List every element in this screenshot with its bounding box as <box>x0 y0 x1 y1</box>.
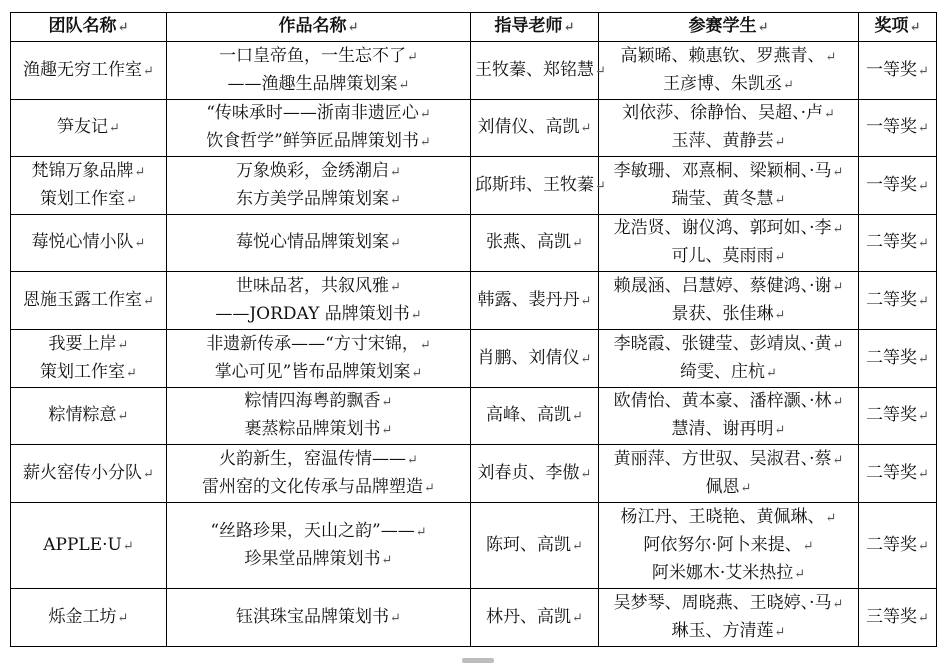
students-text: 阿米娜木·艾米热拉 <box>651 562 794 583</box>
award-cell <box>859 388 937 445</box>
teachers-cell <box>471 503 599 589</box>
paragraph-mark-icon: ↵ <box>824 107 835 122</box>
students-line <box>603 43 854 71</box>
paragraph-mark-icon: ↵ <box>740 480 752 496</box>
team-line <box>15 57 162 85</box>
teachers-cell <box>471 157 606 215</box>
team-text: 策划工作室 <box>40 188 126 209</box>
award-cell <box>859 42 937 100</box>
team-text: 烁金工坊 <box>48 606 117 627</box>
paragraph-mark-icon: ↵ <box>398 77 410 93</box>
work-cell <box>167 445 471 503</box>
teachers-text: 张燕、高凯 <box>486 232 572 252</box>
students-cell <box>599 272 859 330</box>
award-text: 二等奖 <box>866 289 918 310</box>
teachers-text: 邱斯玮、王牧蓁 <box>475 174 594 195</box>
teachers-cell <box>471 42 606 100</box>
team-cell <box>11 445 167 503</box>
paragraph-mark-icon: ↵ <box>572 610 583 626</box>
paragraph-mark-icon: ↵ <box>832 279 844 295</box>
scroll-indicator[interactable] <box>462 658 494 663</box>
students-text: 杨江丹、王晓艳、黄佩琳、 <box>620 506 825 527</box>
paragraph-mark-icon: ↵ <box>419 135 431 150</box>
work-cell <box>167 215 471 272</box>
table-body <box>11 42 937 647</box>
teachers-text: 王牧蓁、郑铭慧 <box>475 59 594 80</box>
paragraph-mark-icon: ↵ <box>117 337 129 353</box>
paragraph-mark-icon: ↵ <box>832 452 844 468</box>
students-line <box>603 504 854 532</box>
paragraph-mark-icon: ↵ <box>774 307 786 323</box>
award-cell <box>859 272 937 330</box>
students-line <box>603 590 854 618</box>
work-text: “丝路珍果，天山之韵”—— <box>210 520 415 541</box>
work-line <box>171 416 466 444</box>
work-text: 雷州窑的文化传承与品牌塑造 <box>202 476 424 497</box>
paragraph-mark-icon: ↵ <box>918 178 929 194</box>
work-cell <box>167 388 471 445</box>
students-line <box>603 186 854 214</box>
paragraph-mark-icon: ↵ <box>572 409 583 424</box>
paragraph-mark-icon: ↵ <box>918 293 929 309</box>
teachers-cell <box>471 215 599 272</box>
students-text: 高颖晞、赖惠钦、罗燕青、 <box>620 45 825 66</box>
award-text: 二等奖 <box>866 462 918 483</box>
students-text: 阿依努尔·阿卜来提、 <box>643 534 802 555</box>
work-text: 珍果堂品牌策划书 <box>244 548 381 569</box>
paragraph-mark-icon: ↵ <box>832 337 844 353</box>
students-cell <box>599 100 859 157</box>
team-line <box>15 359 162 387</box>
teachers-line <box>475 604 594 632</box>
teachers-line <box>475 287 594 315</box>
paragraph-mark-icon: ↵ <box>580 351 592 367</box>
header-work <box>167 13 471 42</box>
team-text: 恩施玉露工作室 <box>23 289 143 310</box>
paragraph-mark-icon: ↵ <box>415 524 427 540</box>
students-line <box>603 618 854 646</box>
team-text: 莓悦心情小队 <box>31 232 134 252</box>
students-text: 赖晟涵、吕慧婷、蔡健鸿、·谢 <box>613 275 832 296</box>
team-cell <box>11 330 167 388</box>
work-line <box>171 604 466 632</box>
paragraph-mark-icon: ↵ <box>832 164 844 180</box>
teachers-line <box>475 172 606 200</box>
table-row <box>11 589 937 647</box>
teachers-text: 刘春贞、李傲 <box>477 462 580 483</box>
team-cell <box>11 157 167 215</box>
students-cell <box>599 445 859 503</box>
work-text: ——JORDAY 品牌策划书 <box>215 303 410 324</box>
team-cell <box>11 215 167 272</box>
paragraph-mark-icon: ↵ <box>832 596 844 612</box>
work-text: 万象焕彩，金绣潮启 <box>236 160 390 181</box>
work-text: 世味品茗，共叙风雅 <box>236 275 390 296</box>
team-line <box>15 158 162 186</box>
team-cell <box>11 272 167 330</box>
paragraph-mark-icon: ↵ <box>407 452 418 468</box>
team-line <box>15 114 162 142</box>
students-cell <box>599 503 859 589</box>
work-text: 粽情四海粤韵飘香 <box>244 391 381 411</box>
students-line <box>603 301 854 329</box>
students-line <box>603 416 854 444</box>
team-line <box>15 460 162 488</box>
students-text: 玉萍、黄静芸 <box>671 131 774 151</box>
table-row <box>11 330 937 388</box>
paragraph-mark-icon: ↵ <box>122 538 134 554</box>
team-cell <box>11 42 167 100</box>
awards-table <box>10 12 937 647</box>
students-cell <box>599 215 859 272</box>
paragraph-mark-icon: ↵ <box>774 624 786 640</box>
team-line <box>15 229 162 257</box>
paragraph-mark-icon: ↵ <box>774 423 786 438</box>
award-cell <box>859 330 937 388</box>
paragraph-mark-icon: ↵ <box>580 121 592 136</box>
award-cell <box>859 215 937 272</box>
paragraph-mark-icon: ↵ <box>143 466 154 482</box>
paragraph-mark-icon: ↵ <box>381 552 393 568</box>
team-line <box>15 186 162 214</box>
header-work-label: 作品名称 <box>278 16 347 36</box>
paragraph-mark-icon: ↵ <box>381 423 393 438</box>
table-row <box>11 445 937 503</box>
paragraph-mark-icon: ↵ <box>390 610 401 626</box>
work-text: 裹蒸粽品牌策划书 <box>244 419 381 439</box>
paragraph-mark-icon: ↵ <box>909 20 921 35</box>
team-line <box>15 287 162 315</box>
team-text: 粽情粽意 <box>48 405 117 425</box>
students-line <box>603 359 854 387</box>
work-line <box>171 331 466 359</box>
paragraph-mark-icon: ↵ <box>832 395 844 410</box>
students-text: 李晓霞、张键莹、彭靖岚、·黄 <box>613 333 832 354</box>
team-line <box>15 604 162 632</box>
work-line <box>171 546 466 574</box>
paragraph-mark-icon: ↵ <box>390 279 401 295</box>
students-text: 刘依莎、徐静怡、吴超、·卢 <box>622 103 823 123</box>
work-cell <box>167 330 471 388</box>
paragraph-mark-icon: ↵ <box>419 107 431 122</box>
award-cell <box>859 157 937 215</box>
work-text: “传味承时——浙南非遗匠心 <box>206 103 419 123</box>
paragraph-mark-icon: ↵ <box>117 409 129 424</box>
students-cell <box>599 589 859 647</box>
work-text: 掌心可见”皆布品牌策划案 <box>214 361 411 382</box>
work-line <box>171 43 466 71</box>
students-line <box>603 243 854 271</box>
team-line <box>15 402 162 430</box>
teachers-line <box>475 460 594 488</box>
paragraph-mark-icon: ↵ <box>794 566 806 582</box>
table-row <box>11 42 937 100</box>
award-text: 二等奖 <box>866 347 918 368</box>
team-text: 渔趣无穷工作室 <box>23 59 143 80</box>
paragraph-mark-icon: ↵ <box>134 164 146 180</box>
work-cell <box>167 503 471 589</box>
teachers-cell <box>471 589 599 647</box>
award-text: 一等奖 <box>866 59 918 80</box>
team-text: 策划工作室 <box>40 361 126 382</box>
paragraph-mark-icon: ↵ <box>572 538 583 554</box>
paragraph-mark-icon: ↵ <box>572 236 583 251</box>
header-award-label: 奖项 <box>874 16 909 36</box>
paragraph-mark-icon: ↵ <box>757 20 769 35</box>
teachers-line <box>475 114 594 142</box>
students-text: 李敏珊、邓熹桐、梁颖桐、·马 <box>613 160 832 181</box>
students-text: 黄丽萍、方世驭、吴淑君、·蔡 <box>613 448 832 469</box>
paragraph-mark-icon: ↵ <box>918 236 929 251</box>
students-line <box>603 71 854 99</box>
work-line <box>171 229 466 257</box>
team-text: APPLE·U <box>43 534 122 555</box>
students-text: 瑞莹、黄冬慧 <box>671 188 774 209</box>
table-row <box>11 100 937 157</box>
paragraph-mark-icon: ↵ <box>347 20 359 35</box>
teachers-cell <box>471 100 599 157</box>
students-text: 慧清、谢再明 <box>671 419 774 439</box>
teachers-text: 韩露、裴丹丹 <box>477 289 580 310</box>
header-students-label: 参赛学生 <box>688 16 757 36</box>
team-cell <box>11 503 167 589</box>
paragraph-mark-icon: ↵ <box>117 610 129 626</box>
paragraph-mark-icon: ↵ <box>766 365 777 381</box>
team-cell <box>11 589 167 647</box>
work-text: 东方美学品牌策划案 <box>236 188 390 209</box>
work-line <box>171 273 466 301</box>
work-text: 火韵新生，窑温传情—— <box>219 448 407 469</box>
students-line <box>603 158 854 186</box>
students-text: 欧倩怡、黄本豪、潘梓灏、·林 <box>613 391 832 411</box>
paragraph-mark-icon: ↵ <box>595 178 606 194</box>
paragraph-mark-icon: ↵ <box>774 135 786 150</box>
paragraph-mark-icon: ↵ <box>143 293 154 309</box>
students-line <box>603 273 854 301</box>
team-line <box>15 331 162 359</box>
students-line <box>603 446 854 474</box>
work-text: 饮食哲学”鲜笋匠品牌策划书 <box>206 131 419 151</box>
work-line <box>171 388 466 416</box>
table-row <box>11 215 937 272</box>
teachers-line <box>475 345 594 373</box>
paragraph-mark-icon: ↵ <box>825 49 837 65</box>
paragraph-mark-icon: ↵ <box>407 49 418 65</box>
work-cell <box>167 157 471 215</box>
work-text: ——渔趣生品牌策划案 <box>227 73 398 94</box>
students-text: 绮雯、庄杭 <box>680 361 766 382</box>
work-line <box>171 158 466 186</box>
paragraph-mark-icon: ↵ <box>390 164 401 180</box>
header-students <box>599 13 859 42</box>
paragraph-mark-icon: ↵ <box>126 192 137 208</box>
table-row <box>11 157 937 215</box>
students-cell <box>599 388 859 445</box>
header-team <box>11 13 167 42</box>
paragraph-mark-icon: ↵ <box>918 409 929 424</box>
work-cell <box>167 42 471 100</box>
paragraph-mark-icon: ↵ <box>580 293 592 309</box>
paragraph-mark-icon: ↵ <box>419 337 431 353</box>
work-cell <box>167 100 471 157</box>
paragraph-mark-icon: ↵ <box>143 63 154 79</box>
teachers-text: 肖鹏、刘倩仪 <box>477 347 580 368</box>
award-text: 二等奖 <box>866 232 918 252</box>
header-row <box>11 13 937 42</box>
students-text: 龙浩贤、谢仪鸿、郭珂如、·李 <box>613 218 832 238</box>
teachers-line <box>475 57 606 85</box>
paragraph-mark-icon: ↵ <box>381 395 393 410</box>
work-line <box>171 128 466 156</box>
header-team-label: 团队名称 <box>48 16 117 36</box>
paragraph-mark-icon: ↵ <box>410 307 422 323</box>
teachers-text: 陈珂、高凯 <box>486 534 572 555</box>
work-line <box>171 71 466 99</box>
students-line <box>603 215 854 243</box>
header-teachers-label: 指导老师 <box>494 16 563 36</box>
award-text: 一等奖 <box>866 174 918 195</box>
team-line <box>15 532 162 560</box>
award-text: 二等奖 <box>866 405 918 425</box>
paragraph-mark-icon: ↵ <box>424 480 435 496</box>
award-cell <box>859 589 937 647</box>
paragraph-mark-icon: ↵ <box>126 365 137 381</box>
table-row <box>11 272 937 330</box>
teachers-text: 刘倩仪、高凯 <box>477 117 580 137</box>
teachers-text: 林丹、高凯 <box>486 606 572 627</box>
paragraph-mark-icon: ↵ <box>411 365 423 381</box>
teachers-cell <box>471 388 599 445</box>
work-line <box>171 100 466 128</box>
paragraph-mark-icon: ↵ <box>595 63 606 79</box>
students-text: 琳玉、方清莲 <box>671 620 774 641</box>
paragraph-mark-icon: ↵ <box>117 20 129 35</box>
paragraph-mark-icon: ↵ <box>783 77 794 93</box>
students-text: 景获、张佳琳 <box>671 303 774 324</box>
work-line <box>171 359 466 387</box>
paragraph-mark-icon: ↵ <box>580 466 592 482</box>
students-text: 吴梦琴、周晓燕、王晓婷、·马 <box>613 592 832 613</box>
paragraph-mark-icon: ↵ <box>832 222 844 237</box>
students-line <box>603 100 854 128</box>
paragraph-mark-icon: ↵ <box>802 538 814 554</box>
paragraph-mark-icon: ↵ <box>563 20 575 35</box>
work-line <box>171 446 466 474</box>
award-text: 一等奖 <box>866 117 918 137</box>
teachers-line <box>475 532 594 560</box>
work-line <box>171 186 466 214</box>
work-line <box>171 301 466 329</box>
table-row <box>11 503 937 589</box>
teachers-text: 高峰、高凯 <box>486 405 572 425</box>
work-text: 钰淇珠宝品牌策划书 <box>236 606 390 627</box>
paragraph-mark-icon: ↵ <box>109 121 120 136</box>
table-row <box>11 388 937 445</box>
students-text: 佩恩 <box>705 476 740 497</box>
award-cell <box>859 100 937 157</box>
paragraph-mark-icon: ↵ <box>918 121 929 136</box>
award-cell <box>859 503 937 589</box>
team-cell <box>11 388 167 445</box>
team-cell <box>11 100 167 157</box>
work-text: 非遗新传承——“方寸宋锦， <box>206 333 419 354</box>
students-text: 可儿、莫雨雨 <box>671 246 774 266</box>
students-line <box>603 532 854 560</box>
students-line <box>603 128 854 156</box>
students-cell <box>599 42 859 100</box>
paragraph-mark-icon: ↵ <box>390 236 401 251</box>
paragraph-mark-icon: ↵ <box>918 538 929 554</box>
work-text: 莓悦心情品牌策划案 <box>236 232 390 252</box>
students-line <box>603 560 854 588</box>
teachers-line <box>475 402 594 430</box>
header-award <box>859 13 937 42</box>
paragraph-mark-icon: ↵ <box>825 510 837 526</box>
students-line <box>603 331 854 359</box>
team-text: 笋友记 <box>57 117 109 137</box>
work-cell <box>167 272 471 330</box>
students-text: 王彦博、朱凯丞 <box>663 73 783 94</box>
award-text: 三等奖 <box>866 606 918 627</box>
header-teachers <box>471 13 599 42</box>
teachers-cell <box>471 445 599 503</box>
paragraph-mark-icon: ↵ <box>918 466 929 482</box>
team-text: 梵锦万象品牌 <box>31 160 134 181</box>
teachers-line <box>475 229 594 257</box>
students-line <box>603 388 854 416</box>
award-text: 二等奖 <box>866 534 918 555</box>
team-text: 薪火窑传小分队 <box>23 462 143 483</box>
work-cell <box>167 589 471 647</box>
paragraph-mark-icon: ↵ <box>918 610 929 626</box>
teachers-cell <box>471 330 599 388</box>
paragraph-mark-icon: ↵ <box>774 192 786 208</box>
students-line <box>603 474 854 502</box>
work-line <box>171 518 466 546</box>
paragraph-mark-icon: ↵ <box>134 236 146 251</box>
paragraph-mark-icon: ↵ <box>918 63 929 79</box>
awards-table-container <box>10 12 937 647</box>
students-cell <box>599 330 859 388</box>
work-line <box>171 474 466 502</box>
paragraph-mark-icon: ↵ <box>774 250 786 265</box>
team-text: 我要上岸 <box>48 333 117 354</box>
teachers-cell <box>471 272 599 330</box>
paragraph-mark-icon: ↵ <box>918 351 929 367</box>
award-cell <box>859 445 937 503</box>
students-cell <box>599 157 859 215</box>
work-text: 一口皇帝鱼，一生忘不了 <box>219 45 407 66</box>
paragraph-mark-icon: ↵ <box>390 192 401 208</box>
